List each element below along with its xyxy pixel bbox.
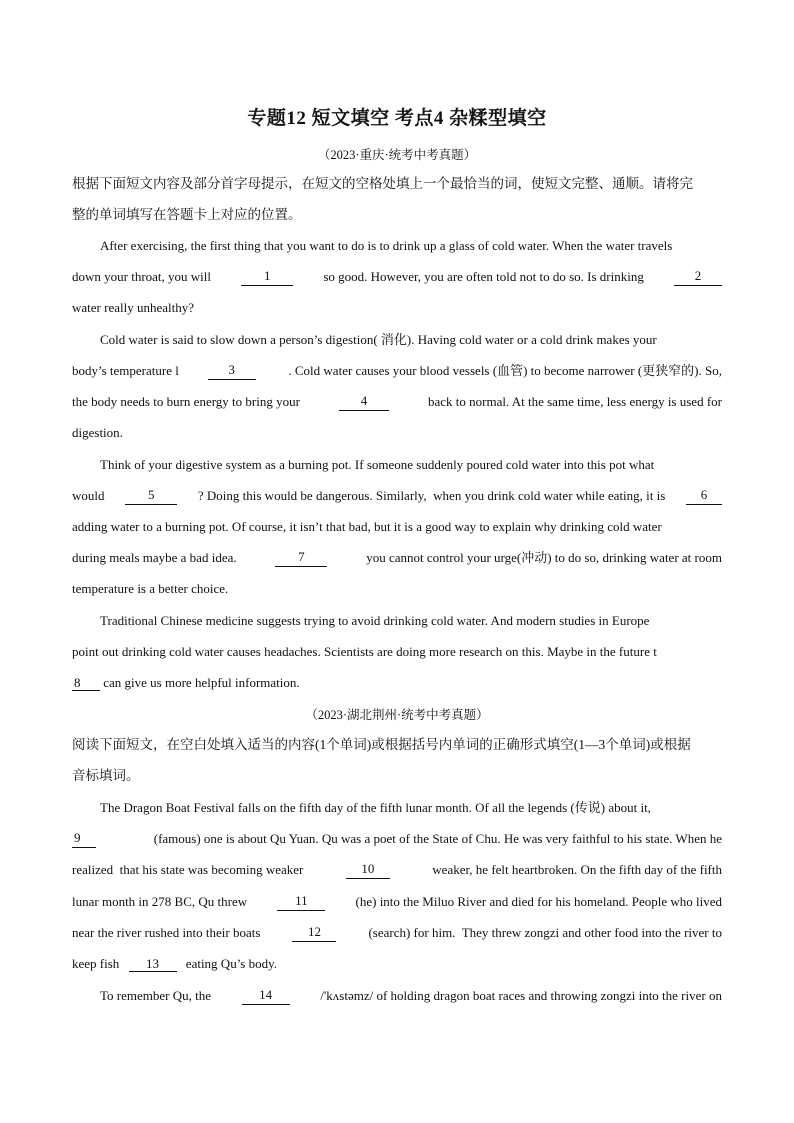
s1-p2-line1: Cold water is said to slow down a person’s digestion( 消化). Having cold water or a cold drink makes your bbox=[100, 332, 657, 347]
text-segment: keep fish bbox=[72, 956, 120, 971]
blank-2[interactable]: 2 bbox=[674, 268, 722, 286]
text-segment: during meals maybe a bad idea. bbox=[72, 550, 237, 565]
s2-p1-line5 bbox=[72, 924, 722, 942]
blank-14[interactable]: 14 bbox=[242, 987, 290, 1005]
blank-9[interactable]: 9 bbox=[72, 830, 96, 848]
blank-6[interactable]: 6 bbox=[686, 487, 722, 505]
text-segment: down your throat, you will bbox=[72, 269, 212, 284]
s1-p3-line1: Think of your digestive system as a burning pot. If someone suddenly poured cold water into this pot what bbox=[100, 457, 655, 472]
blank-5[interactable]: 5 bbox=[125, 487, 177, 505]
text-segment: you cannot control your urge(冲动) to do so, drinking water at room bbox=[366, 550, 722, 565]
page-title: 专题12 短文填空 考点4 杂糅型填空 bbox=[247, 108, 547, 129]
s1-p1-line1: After exercising, the first thing that you want to do is to drink up a glass of cold water. When the water travels bbox=[100, 238, 673, 253]
text-segment: would bbox=[72, 488, 105, 503]
text-segment: . Cold water causes your blood vessels (血管) to become narrower (更狭窄的). So, bbox=[288, 363, 722, 378]
blank-11[interactable]: 11 bbox=[277, 893, 325, 911]
s1-p4-line3 bbox=[72, 674, 722, 692]
text-segment: To remember Qu, the bbox=[100, 988, 211, 1003]
blank-13[interactable]: 13 bbox=[129, 956, 177, 972]
s1-p3-line4 bbox=[72, 549, 722, 567]
blank-12[interactable]: 12 bbox=[292, 924, 336, 942]
section2-instruction-line1: 阅读下面短文，在空白处填入适当的内容(1个单词)或根据括号内单词的正确形式填空(1—3个单词)或根据 bbox=[72, 737, 691, 752]
text-segment: weaker, he felt heartbroken. On the fifth day of the fifth bbox=[432, 862, 722, 877]
s2-p2-line1 bbox=[100, 987, 722, 1005]
s1-p4-line1: Traditional Chinese medicine suggests trying to avoid drinking cold water. And modern studies in Europe bbox=[100, 613, 650, 628]
text-segment: eating Qu’s body. bbox=[185, 956, 278, 971]
s1-p2-line3 bbox=[72, 393, 722, 411]
text-segment: can give us more helpful information. bbox=[103, 675, 300, 690]
blank-3[interactable]: 3 bbox=[208, 362, 256, 380]
text-segment: body’s temperature l bbox=[72, 363, 179, 378]
blank-7[interactable]: 7 bbox=[275, 549, 327, 567]
blank-10[interactable]: 10 bbox=[346, 861, 390, 879]
s1-p4-line2: point out drinking cold water causes headaches. Scientists are doing more research on this. Maybe in the future t bbox=[72, 644, 657, 659]
section2-instruction-line2: 音标填词。 bbox=[72, 768, 140, 783]
s2-p1-line3 bbox=[72, 861, 722, 879]
blank-1[interactable]: 1 bbox=[241, 268, 293, 286]
blank-8[interactable]: 8 bbox=[72, 675, 100, 691]
text-segment: the body needs to burn energy to bring your bbox=[72, 394, 300, 409]
text-segment: so good. However, you are often told not to do so. Is drinking bbox=[323, 269, 644, 284]
s1-p2-line2 bbox=[72, 362, 722, 380]
text-segment: (search) for him. They threw zongzi and other food into the river to bbox=[368, 925, 722, 940]
text-segment: ? Doing this would be dangerous. Similarly, when you drink cold water while eating, it is bbox=[197, 488, 666, 503]
section2-source: （2023·湖北荆州·统考中考真题） bbox=[305, 708, 489, 722]
section1-source: （2023·重庆·统考中考真题） bbox=[317, 148, 477, 162]
s1-p1-line2 bbox=[72, 268, 722, 286]
s1-p3-line5: temperature is a better choice. bbox=[72, 581, 229, 596]
text-segment: (he) into the Miluo River and died for his homeland. People who lived bbox=[355, 894, 722, 909]
s2-p1-line4 bbox=[72, 893, 722, 911]
s1-p2-line4: digestion. bbox=[72, 425, 123, 440]
text-segment: /'kʌstəmz/ of holding dragon boat races and throwing zongzi into the river on bbox=[320, 988, 722, 1003]
text-segment: back to normal. At the same time, less energy is used for bbox=[427, 394, 722, 409]
s2-p1-line2 bbox=[72, 830, 722, 848]
s1-p1-line3: water really unhealthy? bbox=[72, 300, 194, 315]
section1-instruction-line2: 整的单词填写在答题卡上对应的位置。 bbox=[72, 207, 302, 222]
s1-p3-line2 bbox=[72, 487, 722, 505]
text-segment: (famous) one is about Qu Yuan. Qu was a poet of the State of Chu. He was very faithful to his state. When he bbox=[153, 831, 722, 846]
s2-p1-line6 bbox=[72, 955, 722, 973]
text-segment: near the river rushed into their boats bbox=[72, 925, 261, 940]
text-segment: realized that his state was becoming weaker bbox=[72, 862, 304, 877]
s1-p3-line3: adding water to a burning pot. Of course, it isn’t that bad, but it is a good way to explain why drinking cold water bbox=[72, 519, 662, 534]
text-segment: lunar month in 278 BC, Qu threw bbox=[72, 894, 248, 909]
s2-p1-line1: The Dragon Boat Festival falls on the fifth day of the fifth lunar month. Of all the legends (传说) about it, bbox=[100, 800, 651, 815]
section1-instruction-line1: 根据下面短文内容及部分首字母提示，在短文的空格处填上一个最恰当的词，使短文完整、通顺。请将完 bbox=[72, 176, 693, 191]
blank-4[interactable]: 4 bbox=[339, 393, 389, 411]
